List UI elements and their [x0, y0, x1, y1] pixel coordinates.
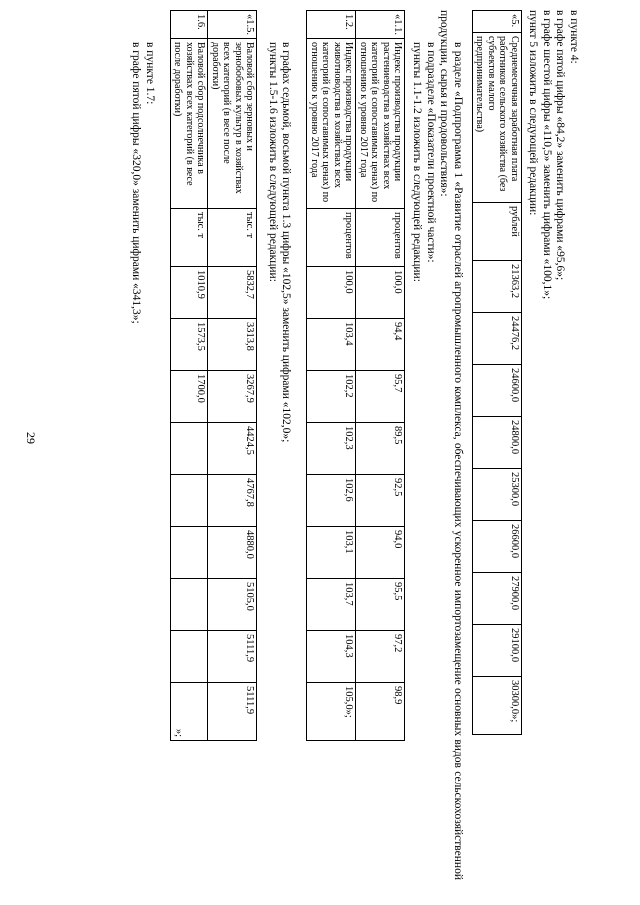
amendment-line: в графе пятой цифры «320,0» заменить цифрами «341,3»; [130, 42, 143, 324]
table-cell: 95,7 [356, 371, 405, 423]
table-cell: 1010,9 [170, 267, 208, 319]
table-cell: 89,5 [356, 423, 405, 475]
section-heading: в разделе «Подпрограмма 1 «Развитие отраслей агропромышленного комплекса, обеспечивающих ускоренное импортозамещение основных видов сельскохозяйственной продукции, сырья и продовольствия»: [438, 10, 464, 880]
table-cell: 24476,2 [472, 313, 521, 365]
amendment-line: пункты 1.5-1.6 изложить в следующей редакции: [266, 42, 279, 282]
indicator-table-2 [307, 10, 406, 741]
table-cell: 4880,0 [208, 527, 257, 579]
table-cell [170, 475, 208, 527]
table-cell: 3267,9 [208, 371, 257, 423]
table-cell: 24800,0 [472, 417, 521, 469]
table-cell: 98,9 [356, 683, 405, 741]
table-cell: Индекс производства продукции растениеводства в хозяйствах всех категорий (в сопоставимых ценах) по отношению к уровню 2017 года [356, 39, 405, 209]
table-cell: 95,5 [356, 579, 405, 631]
table-cell: 3313,8 [208, 319, 257, 371]
table-row [356, 11, 405, 741]
table-cell: 103,4 [307, 319, 356, 371]
table-row [170, 11, 208, 741]
table-cell: 1700,0 [170, 371, 208, 423]
table-cell: 24600,0 [472, 365, 521, 417]
intro-line: в пункте 4: [568, 10, 580, 64]
table-cell: 104,3 [307, 631, 356, 683]
table-cell: 100,0 [307, 267, 356, 319]
table-cell: 26600,0 [472, 521, 521, 573]
table-cell: 5832,7 [208, 267, 257, 319]
table-cell: «1.1. [356, 11, 405, 39]
table-cell: 29100,0 [472, 625, 521, 677]
table-row [208, 11, 257, 741]
table-cell: 1573,5 [170, 319, 208, 371]
table-cell: Индекс производства продукции животноводства в хозяйствах всех категорий (в сопоставимых ценах) по отношению к уровню 2017 года [307, 39, 356, 209]
table-cell: процентов [356, 209, 405, 267]
intro-line: пункт 5 изложить в следующей редакции: [527, 10, 540, 216]
section-line: пункты 1.1-1.2 изложить в следующей редакции: [411, 42, 424, 282]
table-cell: «1.5. [208, 11, 257, 39]
indicator-table-3 [170, 10, 258, 741]
page-number: 29 [24, 432, 38, 444]
table-cell: 27900,0 [472, 573, 521, 625]
amendment-line: в пункте 1.7: [143, 42, 156, 105]
table-cell: 102,2 [307, 371, 356, 423]
table-cell: 94,0 [356, 527, 405, 579]
table-cell: 30300,0»; [472, 677, 521, 735]
table-cell: рублей [472, 203, 521, 261]
table-cell: 1.6. [170, 11, 208, 39]
intro-line: в графе пятой цифры «84,2» заменить цифрами «95,6»; [554, 10, 567, 281]
section-line: в подразделе «Показатели проектной части»: [424, 42, 437, 263]
table-cell: 103,7 [307, 579, 356, 631]
table-cell: 103,1 [307, 527, 356, 579]
table-cell: 102,6 [307, 475, 356, 527]
table-cell [170, 423, 208, 475]
table-cell: процентов [307, 209, 356, 267]
table-cell: 97,2 [356, 631, 405, 683]
table-cell: 5111,9 [208, 683, 257, 741]
table-cell [170, 631, 208, 683]
table-cell: 4424,5 [208, 423, 257, 475]
table-cell: 4767,8 [208, 475, 257, 527]
table-cell: Валовой сбор зерновых и зернобобовых культур в хозяйствах всех категорий (в весе после доработки) [208, 39, 257, 209]
intro-line: в графе шестой цифры «110,5» заменить цифрами «100,1»; [540, 10, 553, 300]
table-cell: 94,4 [356, 319, 405, 371]
table-cell: Валовой сбор подсолнечника в хозяйствах всех категорий (в весе после доработки) [170, 39, 208, 209]
table-cell: 5111,9 [208, 631, 257, 683]
amendment-line: в графах седьмой, восьмой пункта 1.3 цифры «102,5» заменить цифрами «102,0»; [280, 42, 293, 443]
table-cell: 5105,0 [208, 579, 257, 631]
table-row [307, 11, 356, 741]
table-cell: 105,0»; [307, 683, 356, 741]
table-cell: 21363,2 [472, 261, 521, 313]
table-cell: тыс. т [208, 209, 257, 267]
table-cell: 100,0 [356, 267, 405, 319]
document-content [40, 10, 580, 890]
table-cell: »; [170, 683, 208, 741]
table-cell: Среднемесячная заработная плата работников сельского хозяйства (без субъектов малого предпринимательства) [472, 33, 521, 203]
table-cell: 1.2. [307, 11, 356, 39]
table-cell: 25300,0 [472, 469, 521, 521]
intro-paragraph [526, 10, 580, 890]
table-cell: 102,3 [307, 423, 356, 475]
indicator-table-1 [472, 10, 522, 735]
table-cell: «5. [472, 11, 521, 33]
table-row [472, 11, 521, 735]
table-cell [170, 579, 208, 631]
table-cell: тыс. т [170, 209, 208, 267]
table-cell: 92,5 [356, 475, 405, 527]
table-cell [170, 527, 208, 579]
